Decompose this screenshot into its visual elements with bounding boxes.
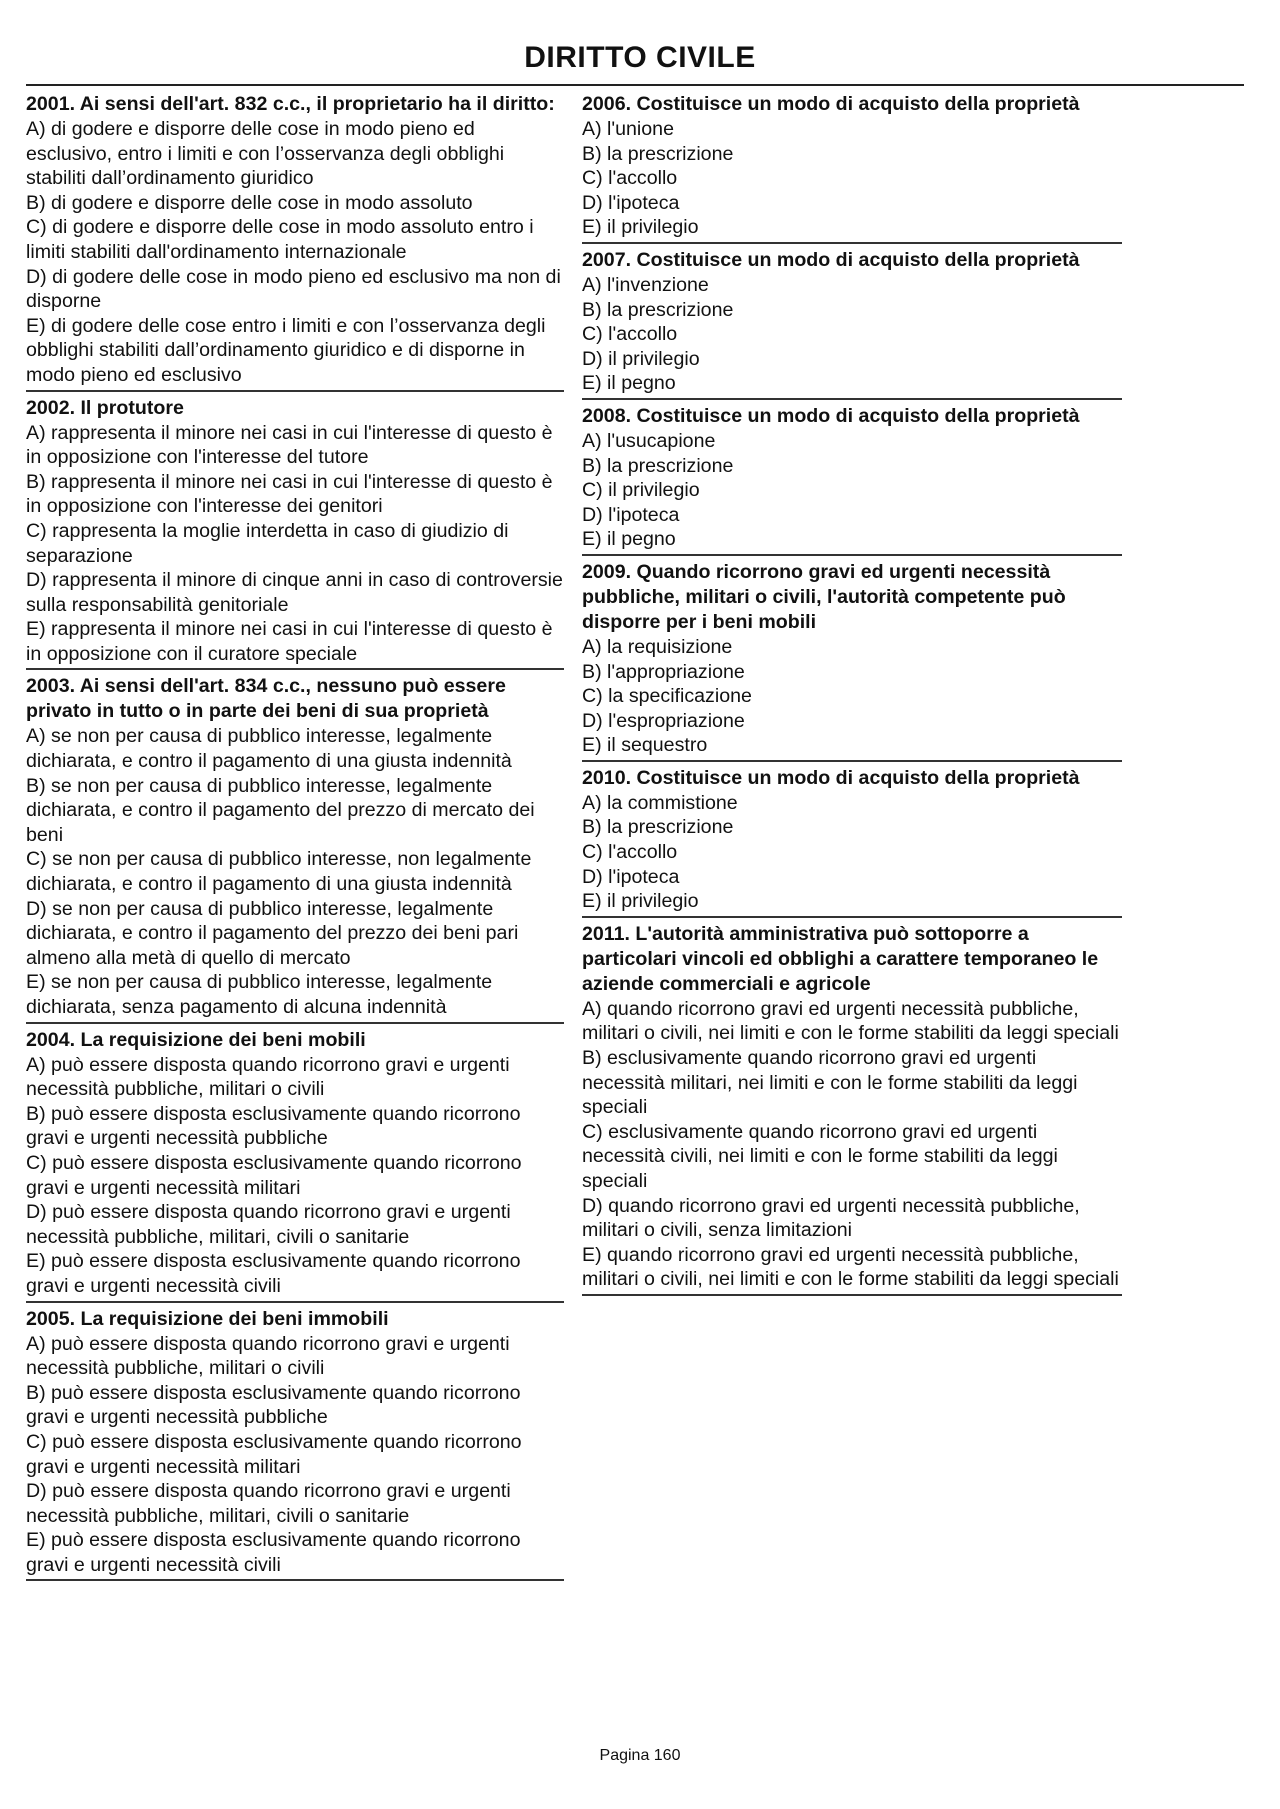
question-heading: 2011. L'autorità amministrativa può sottoporre a particolari vincoli ed obblighi a carattere temporaneo le aziende commerciali e agricole	[582, 922, 1099, 995]
answer-option: C) rappresenta la moglie interdetta in caso di giudizio di separazione	[26, 519, 509, 567]
answer-option: E) rappresenta il minore nei casi in cui l'interesse di questo è in opposizione con il curatore speciale	[26, 618, 553, 665]
question-heading: 2009. Quando ricorrono gravi ed urgenti necessità pubbliche, militari o civili, l'autorità competente può disporre per i beni mobili	[582, 560, 1066, 633]
answer-option: C) se non per causa di pubblico interesse, non legalmente dichiarata, e contro il pagamento di una giusta indennità	[26, 848, 532, 896]
answer-option: B) la prescrizione	[582, 142, 734, 165]
page-number: Pagina 160	[599, 1747, 681, 1764]
answer-option: B) può essere disposta esclusivamente quando ricorrono gravi e urgenti necessità pubbliche	[26, 1102, 521, 1150]
answer-option: B) di godere e disporre delle cose in modo assoluto	[26, 191, 473, 214]
answer-option: A) può essere disposta quando ricorrono gravi e urgenti necessità pubbliche, militari o civili	[26, 1053, 510, 1101]
question-heading: 2008. Costituisce un modo di acquisto della proprietà	[582, 404, 1080, 427]
question-heading: 2005. La requisizione dei beni immobili	[26, 1307, 389, 1330]
answer-option: A) se non per causa di pubblico interesse, legalmente dichiarata, e contro il pagamento di una giusta indennità	[26, 725, 512, 773]
answer-option: B) la prescrizione	[582, 816, 734, 839]
question-heading: 2004. La requisizione dei beni mobili	[26, 1028, 366, 1051]
answer-option: A) l'usucapione	[582, 429, 716, 452]
answer-option: C) il privilegio	[582, 479, 700, 502]
answer-option: A) rappresenta il minore nei casi in cui l'interesse di questo è in opposizione con l'interesse del tutore	[26, 421, 553, 469]
answer-option: A) l'unione	[582, 118, 674, 140]
answer-option: E) il pegno	[582, 372, 676, 395]
question-2002	[26, 396, 564, 671]
answer-option: C) di godere e disporre delle cose in modo assoluto entro i limiti stabiliti dall'ordinamento internazionale	[26, 216, 534, 263]
question-2004	[26, 1028, 564, 1303]
question-2007	[582, 248, 1122, 400]
answer-option: B) rappresenta il minore nei casi in cui l'interesse di questo è in opposizione con l'interesse dei genitori	[26, 470, 553, 518]
title-divider	[26, 84, 1244, 86]
answer-option: E) il privilegio	[582, 890, 699, 913]
answer-option: D) di godere delle cose in modo pieno ed esclusivo ma non di disporne	[26, 265, 561, 313]
question-2008	[582, 404, 1122, 556]
question-2006	[582, 92, 1122, 244]
answer-option: E) il pegno	[582, 528, 676, 551]
left-column	[26, 92, 564, 1585]
answer-option: A) l'invenzione	[582, 273, 709, 296]
answer-option: E) può essere disposta esclusivamente quando ricorrono gravi e urgenti necessità civili	[26, 1529, 521, 1576]
question-heading: 2003. Ai sensi dell'art. 834 c.c., nessuno può essere privato in tutto o in parte dei beni di sua proprietà	[26, 675, 506, 723]
answer-option: E) di godere delle cose entro i limiti e con l’osservanza degli obblighi stabiliti dall’ordinamento giuridico e di disporne in modo pieno ed esclusivo	[26, 314, 546, 386]
right-column	[582, 92, 1122, 1300]
question-2011	[582, 922, 1122, 1296]
question-2009	[582, 560, 1122, 762]
answer-option: B) la prescrizione	[582, 454, 734, 477]
answer-option: D) l'ipoteca	[582, 191, 680, 214]
answer-option: C) può essere disposta esclusivamente quando ricorrono gravi e urgenti necessità militari	[26, 1430, 522, 1478]
answer-option: D) può essere disposta quando ricorrono gravi e urgenti necessità pubbliche, militari, civili o sanitarie	[26, 1201, 511, 1248]
answer-option: D) l'espropriazione	[582, 709, 745, 732]
question-heading: 2007. Costituisce un modo di acquisto della proprietà	[582, 248, 1080, 271]
question-2010	[582, 766, 1122, 918]
question-2005	[26, 1307, 564, 1582]
answer-option: B) l'appropriazione	[582, 660, 745, 683]
question-heading: 2002. Il protutore	[26, 396, 184, 419]
question-2001	[26, 92, 564, 392]
answer-option: D) l'ipoteca	[582, 865, 680, 888]
answer-option: D) rappresenta il minore di cinque anni in caso di controversie sulla responsabilità genitoriale	[26, 569, 563, 616]
answer-option: E) può essere disposta esclusivamente quando ricorrono gravi e urgenti necessità civili	[26, 1250, 521, 1297]
answer-option: A) la requisizione	[582, 635, 733, 658]
answer-option: B) se non per causa di pubblico interesse, legalmente dichiarata, e contro il pagamento del prezzo di mercato dei beni	[26, 774, 535, 846]
answer-option: C) l'accollo	[582, 323, 678, 346]
answer-option: B) la prescrizione	[582, 298, 734, 321]
answer-option: E) il sequestro	[582, 734, 708, 757]
answer-option: B) può essere disposta esclusivamente quando ricorrono gravi e urgenti necessità pubbliche	[26, 1381, 521, 1429]
question-heading: 2010. Costituisce un modo di acquisto della proprietà	[582, 766, 1080, 789]
answer-option: B) esclusivamente quando ricorrono gravi ed urgenti necessità militari, nei limiti e con le forme stabiliti da leggi speciali	[582, 1047, 1078, 1119]
answer-option: C) esclusivamente quando ricorrono gravi ed urgenti necessità civili, nei limiti e con le forme stabiliti da leggi speciali	[582, 1120, 1058, 1192]
answer-option: A) può essere disposta quando ricorrono gravi e urgenti necessità pubbliche, militari o civili	[26, 1332, 510, 1380]
answer-option: E) il privilegio	[582, 216, 699, 239]
answer-option: C) l'accollo	[582, 167, 678, 190]
question-heading: 2001. Ai sensi dell'art. 832 c.c., il proprietario ha il diritto:	[26, 93, 555, 115]
answer-option: E) se non per causa di pubblico interesse, legalmente dichiarata, senza pagamento di alcuna indennità	[26, 971, 493, 1018]
answer-option: D) il privilegio	[582, 347, 700, 370]
question-2003	[26, 674, 564, 1023]
answer-option: D) l'ipoteca	[582, 503, 680, 526]
answer-option: A) quando ricorrono gravi ed urgenti necessità pubbliche, militari o civili, nei limiti e con le forme stabiliti da leggi speciali	[582, 997, 1119, 1045]
answer-option: A) la commistione	[582, 791, 738, 814]
answer-option: C) può essere disposta esclusivamente quando ricorrono gravi e urgenti necessità militari	[26, 1151, 522, 1199]
question-heading: 2006. Costituisce un modo di acquisto della proprietà	[582, 93, 1080, 115]
answer-option: D) quando ricorrono gravi ed urgenti necessità pubbliche, militari o civili, senza limitazioni	[582, 1194, 1080, 1242]
answer-option: A) di godere e disporre delle cose in modo pieno ed esclusivo, entro i limiti e con l’osservanza degli obblighi stabiliti dall’ordinamento giuridico	[26, 118, 505, 190]
answer-option: C) la specificazione	[582, 685, 752, 708]
answer-option: D) se non per causa di pubblico interesse, legalmente dichiarata, e contro il pagamento del prezzo dei beni pari almeno alla metà di quello di mercato	[26, 897, 519, 969]
answer-option: C) l'accollo	[582, 841, 678, 864]
page-title: DIRITTO CIVILE	[524, 41, 756, 74]
answer-option: D) può essere disposta quando ricorrono gravi e urgenti necessità pubbliche, militari, civili o sanitarie	[26, 1480, 511, 1527]
answer-option: E) quando ricorrono gravi ed urgenti necessità pubbliche, militari o civili, nei limiti e con le forme stabiliti da leggi speciali	[582, 1243, 1119, 1291]
